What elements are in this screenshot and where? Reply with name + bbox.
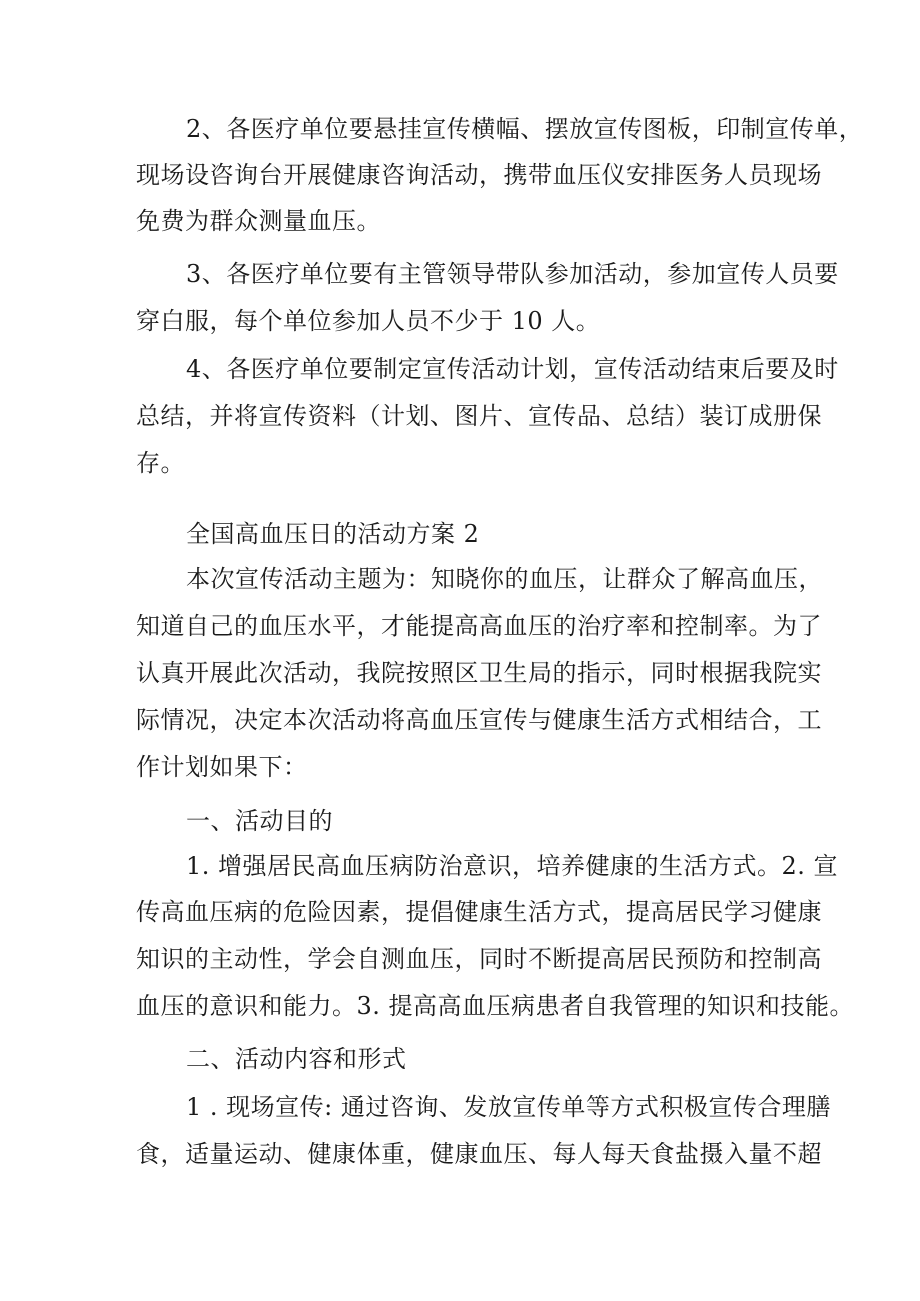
paragraph-4-line-2: 总结，并将宣传资料（计划、图片、宣传品、总结）装订成册保 [136,402,822,430]
intro-line-3: 认真开展此次活动，我院按照区卫生局的指示，同时根据我院实 [136,659,822,687]
purpose-line-4: 血压的意识和能力。3. 提高高血压病患者自我管理的知识和技能。 [136,992,855,1020]
intro-line-2: 知道自己的血压水平，才能提高高血压的治疗率和控制率。为了 [136,612,822,640]
heading-activity-purpose: 一、活动目的 [186,807,333,835]
heading-activity-content: 二、活动内容和形式 [186,1045,407,1073]
purpose-line-1: 1. 增强居民高血压病防治意识，培养健康的生活方式。2. 宣 [186,852,839,880]
section-title: 全国高血压日的活动方案 2 [186,520,480,548]
intro-line-5: 作计划如果下： [136,753,308,781]
content-line-1: 1 . 现场宣传: 通过咨询、发放宣传单等方式积极宣传合理膳 [186,1093,831,1121]
paragraph-4-line-3: 存。 [136,449,185,477]
purpose-line-3: 知识的主动性，学会自测血压，同时不断提高居民预防和控制高 [136,945,822,973]
paragraph-2-line-2: 现场设咨询台开展健康咨询活动，携带血压仪安排医务人员现场 [136,161,822,189]
content-line-2: 食，适量运动、健康体重，健康血压、每人每天食盐摄入量不超 [136,1140,822,1168]
intro-line-4: 际情况，决定本次活动将高血压宣传与健康生活方式相结合，工 [136,706,822,734]
paragraph-3-line-2: 穿白服，每个单位参加人员不少于 10 人。 [136,307,601,335]
purpose-line-2: 传高血压病的危险因素，提倡健康生活方式，提高居民学习健康 [136,898,822,926]
intro-line-1: 本次宣传活动主题为：知晓你的血压，让群众了解高血压， [186,565,823,593]
paragraph-2-line-3: 免费为群众测量血压。 [136,207,381,235]
paragraph-2-line-1: 2、各医疗单位要悬挂宣传横幅、摆放宣传图板，印制宣传单， [186,115,864,143]
paragraph-3-line-1: 3、各医疗单位要有主管领导带队参加活动，参加宣传人员要 [186,260,839,288]
paragraph-4-line-1: 4、各医疗单位要制定宣传活动计划，宣传活动结束后要及时 [186,355,839,383]
